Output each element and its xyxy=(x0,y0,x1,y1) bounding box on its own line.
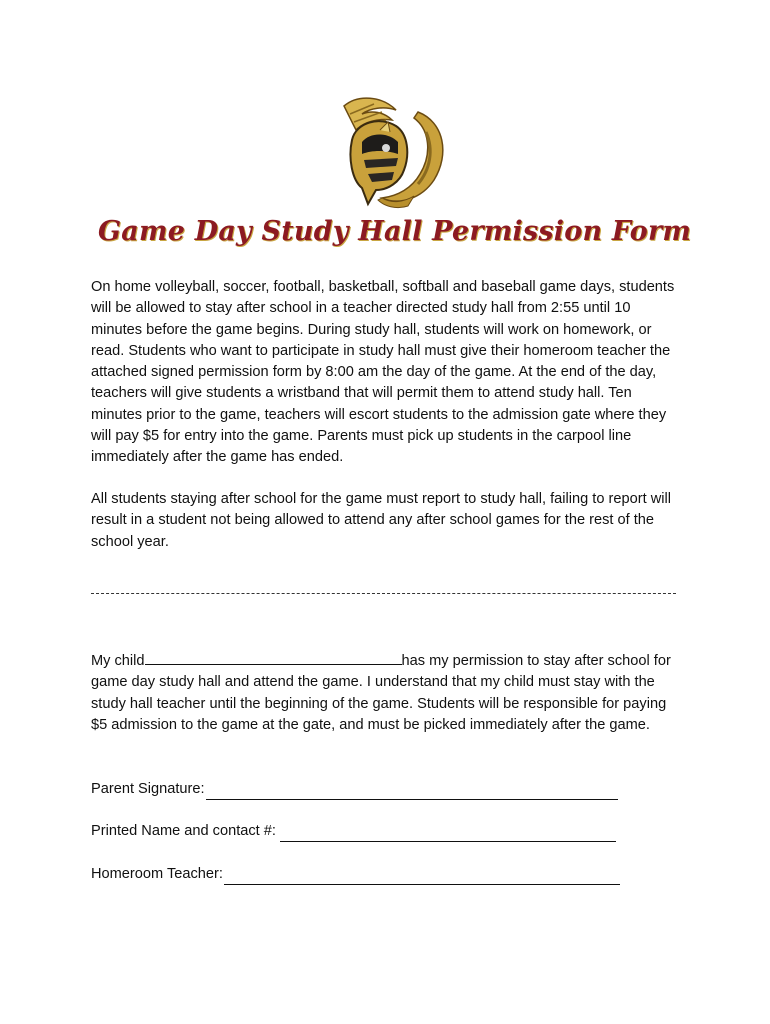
printed-name-field[interactable] xyxy=(280,826,616,842)
rules-paragraph: All students staying after school for the game must report to study hall, failing to report will result in a student not being allowed to attend any after school games for the rest of the school year. xyxy=(91,491,671,550)
page-title: Game Day Study Hall Permission Form xyxy=(98,216,692,247)
printed-name-row xyxy=(91,821,616,842)
permission-text: has my permission to stay after school for game day study hall and attend the game. I understand that my child must stay with the study hall teacher until the beginning of the game. Students will be responsible for paying $5 admission to the game at the gate, and must be picked immediately after the game. xyxy=(91,653,671,733)
homeroom-teacher-label: Homeroom Teacher: xyxy=(91,866,223,882)
permission-statement xyxy=(91,650,681,736)
parent-signature-label: Parent Signature: xyxy=(91,781,205,797)
intro-paragraph: On home volleyball, soccer, football, basketball, softball and baseball game days, students will be allowed to stay after school in a teacher directed study hall from 2:55 until 10 minutes before the game begins. During study hall, students will work on homework, or read. Students who want to participate in study hall must give their homeroom teacher the attached signed permission form by 8:00 am the day of the game. At the end of the day, teachers will give students a wristband that will permit them to attend study hall. Ten minutes prior to the game, teachers will escort students to the admission gate where they will pay $5 for entry into the game. Parents must pick up students in the carpool line immediately after the game has ended. xyxy=(91,279,675,466)
printed-name-label: Printed Name and contact #: xyxy=(91,823,276,839)
homeroom-teacher-row xyxy=(91,864,620,885)
knight-helmet-logo xyxy=(322,92,450,210)
cut-line-divider xyxy=(91,593,676,594)
child-name-field[interactable] xyxy=(145,650,402,665)
parent-signature-field[interactable] xyxy=(206,784,618,800)
homeroom-teacher-field[interactable] xyxy=(224,869,620,885)
permission-lead: My child xyxy=(91,653,145,669)
parent-signature-row xyxy=(91,779,618,800)
